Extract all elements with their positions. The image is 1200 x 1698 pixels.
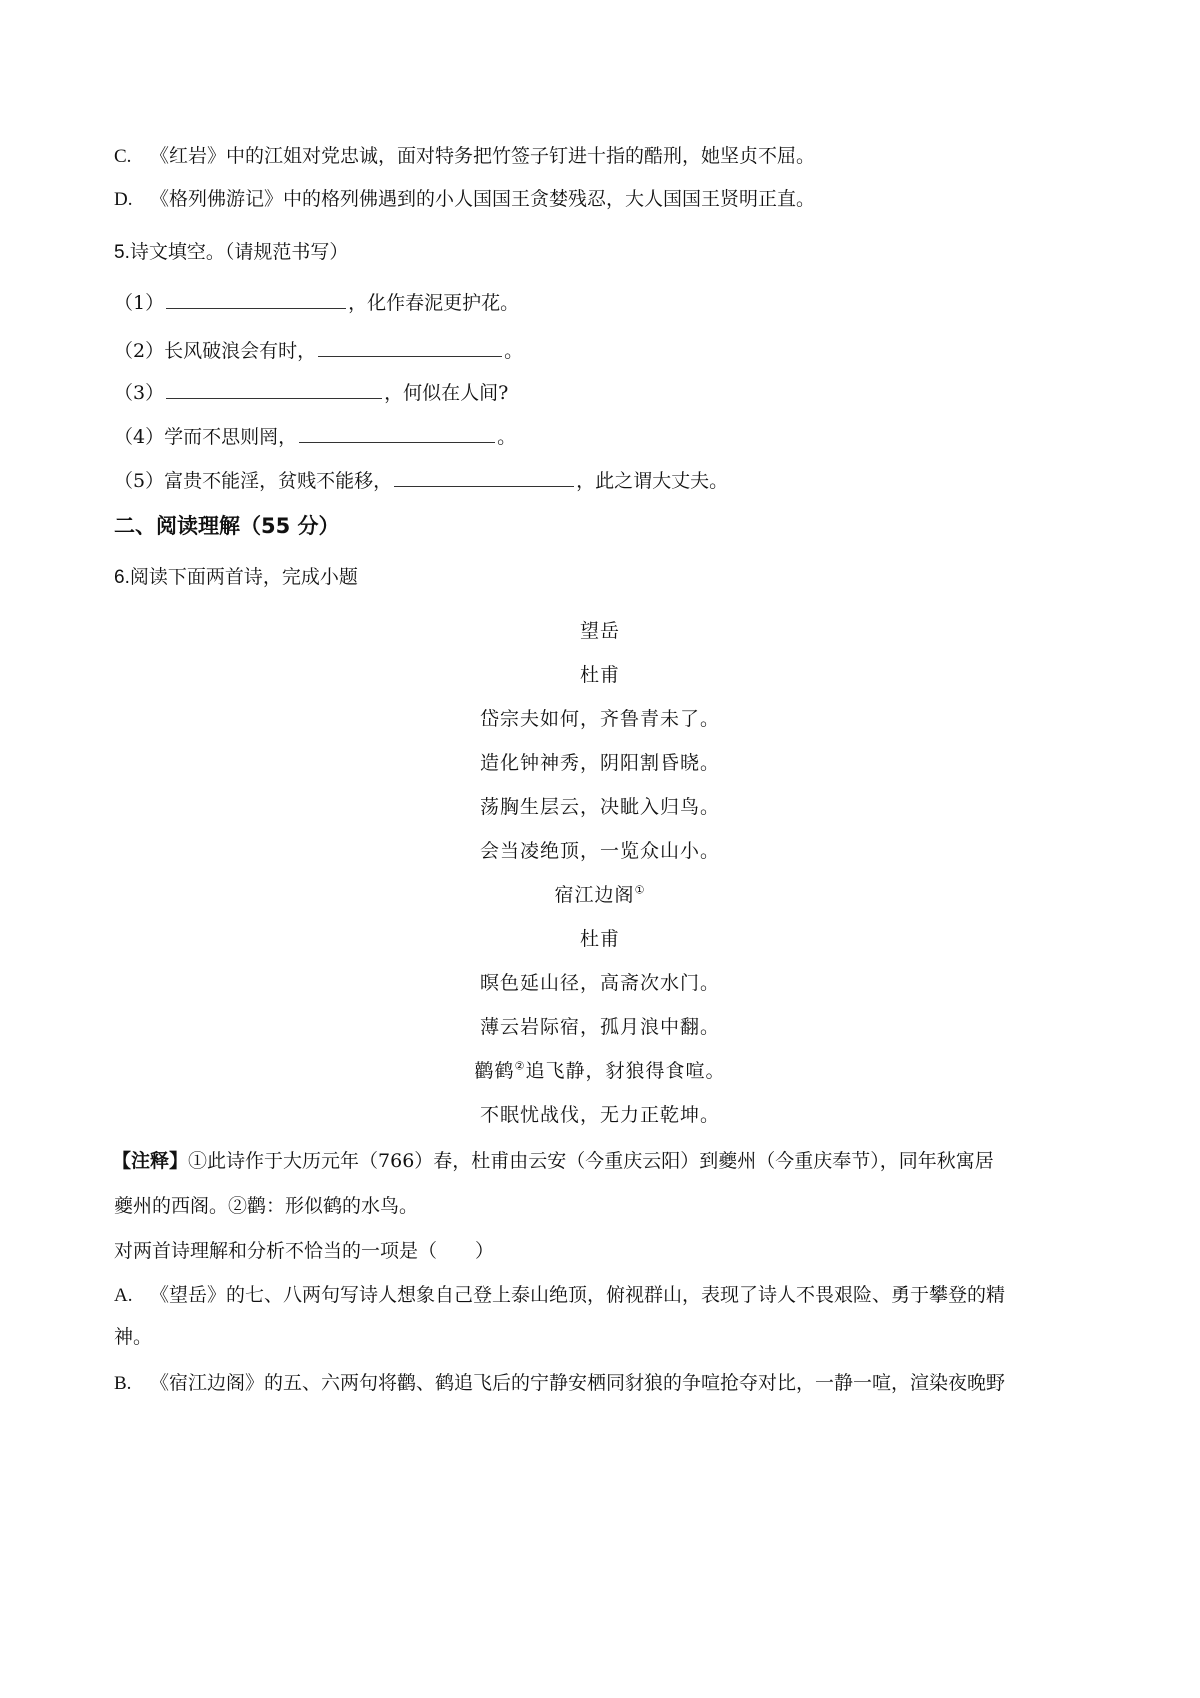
poem-line: 岱宗夫如何，齐鲁青未了。 <box>479 708 720 730</box>
poem-1-author: 杜甫 <box>579 664 620 686</box>
fill-item-3 <box>114 380 508 406</box>
option-text: 《红岩》中的江姐对党忠诚，面对特务把竹签子钉进十指的酷刑，她坚贞不屈。 <box>150 145 816 167</box>
poem-line: 不眠忧战伐，无力正乾坤。 <box>479 1104 720 1126</box>
item-number: （4） <box>114 426 165 448</box>
item-before: 长风破浪会有时， <box>164 340 317 362</box>
item-before: 富贵不能淫，贫贱不能移， <box>164 470 393 492</box>
poem-text: 鹳鹤 <box>474 1060 515 1082</box>
option-text: 《格列佛游记》中的格列佛遇到的小人国国王贪婪残忍，大人国国王贤明正直。 <box>150 188 816 210</box>
poem-line: 造化钟神秀，阴阳割昏晓。 <box>479 752 720 774</box>
question-5-heading <box>114 239 348 266</box>
option-text: 《望岳》的七、八两句写诗人想象自己登上泰山绝顶，俯视群山，表现了诗人不畏艰险、勇于攀登的精 <box>150 1284 1006 1306</box>
item-after: ，此之谓大丈夫。 <box>576 470 729 492</box>
poem-line: 会当凌绝顶，一览众山小。 <box>479 840 720 862</box>
answer-blank[interactable] <box>299 424 495 443</box>
option-label: A. <box>114 1285 133 1306</box>
question-title: 阅读下面两首诗，完成小题 <box>129 566 358 588</box>
fill-item-2 <box>114 338 523 364</box>
poem-line: 荡胸生层云，决眦入归鸟。 <box>479 796 720 818</box>
question-title: 诗文填空。（请规范书写） <box>129 241 349 263</box>
question-6-heading <box>114 564 358 591</box>
fill-item-5 <box>114 468 728 494</box>
option-label: C. <box>114 146 132 167</box>
item-number: （2） <box>114 340 165 362</box>
option-c <box>114 143 815 170</box>
fill-item-1 <box>114 290 519 316</box>
question-number: 6. <box>114 567 130 588</box>
annotation <box>112 1148 994 1174</box>
item-number: （3） <box>114 382 165 404</box>
poem-line: 暝色延山径，高斋次水门。 <box>479 972 720 994</box>
footnote-marker: ① <box>634 883 646 897</box>
poem-2-author: 杜甫 <box>579 928 620 950</box>
question-prompt: 对两首诗理解和分析不恰当的一项是（ ） <box>114 1240 495 1262</box>
section-title: 二、阅读理解（55 分） <box>114 514 340 538</box>
option-text: 《宿江边阁》的五、六两句将鹳、鹤追飞后的宁静安栖同豺狼的争喧抢夺对比，一静一喧，渲染夜晚野 <box>150 1372 1006 1394</box>
question-number: 5. <box>114 242 130 263</box>
option-label: B. <box>114 1373 132 1394</box>
poem-title-text: 宿江边阁 <box>554 884 635 906</box>
fill-item-4 <box>114 424 516 450</box>
poem-line <box>0 1058 1200 1084</box>
item-number: （5） <box>114 470 165 492</box>
item-number: （1） <box>114 292 165 314</box>
annotation-tag: 【注释】 <box>112 1150 189 1172</box>
item-after: 。 <box>504 340 524 362</box>
answer-blank[interactable] <box>166 290 346 309</box>
annotation-continued: 夔州的西阁。②鹳：形似鹤的水鸟。 <box>114 1195 419 1217</box>
annotation-text: ①此诗作于大历元年（766）春，杜甫由云安（今重庆云阳）到夔州（今重庆奉节），同年秋寓居 <box>188 1150 994 1172</box>
option-label: D. <box>114 189 133 210</box>
option-a-continued: 神。 <box>114 1326 153 1348</box>
item-before: 学而不思则罔， <box>164 426 298 448</box>
option-a <box>114 1282 1005 1309</box>
option-b <box>114 1370 1005 1397</box>
item-after: ，化作春泥更护花。 <box>348 292 520 314</box>
answer-blank[interactable] <box>166 380 382 399</box>
poem-text: 追飞静，豺狼得食喧。 <box>525 1060 726 1082</box>
answer-blank[interactable] <box>394 468 574 487</box>
option-d <box>114 186 815 213</box>
answer-blank[interactable] <box>318 338 502 357</box>
item-after: 。 <box>497 426 517 448</box>
item-after: ，何似在人间? <box>384 382 509 404</box>
poem-line: 薄云岩际宿，孤月浪中翻。 <box>479 1016 720 1038</box>
poem-1-title: 望岳 <box>579 620 620 642</box>
poem-2-title <box>0 882 1200 908</box>
footnote-marker: ② <box>514 1059 526 1073</box>
